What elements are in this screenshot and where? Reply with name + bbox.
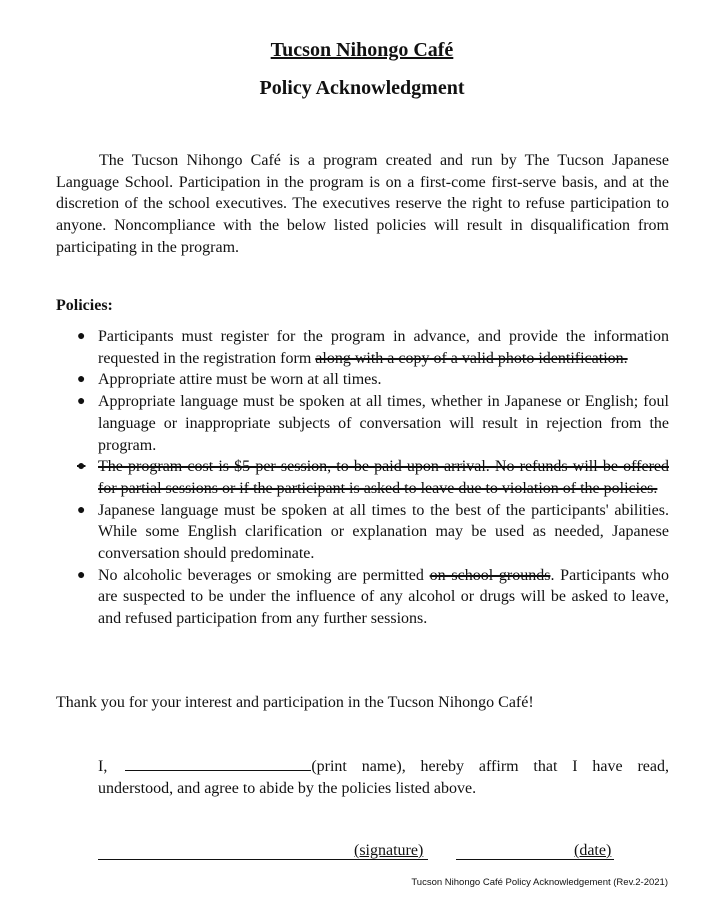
- policy-item: [77, 391, 669, 456]
- policy-text: Participants must register for the program in advance, and provide the information requested in the registration form: [98, 328, 669, 367]
- bullet-icon: ●: [77, 567, 86, 583]
- print-name-field[interactable]: [125, 756, 311, 771]
- policy-struck-text: along with a copy of a valid photo identification.: [315, 349, 628, 367]
- bullet-icon: ●: [77, 502, 86, 518]
- document-subtitle: Policy Acknowledgment: [259, 77, 465, 99]
- policies-heading: Policies:: [56, 297, 113, 314]
- date-label: (date): [574, 842, 612, 859]
- policy-text: Appropriate attire must be worn at all times.: [98, 371, 382, 389]
- affirmation-paragraph: [98, 756, 669, 799]
- intro-paragraph: The Tucson Nihongo Café is a program created and run by The Tucson Japanese Language School. Participation in the program is on a first-come first-serve basis, and at the discretion of the school executives. The executives reserve the right to refuse participation to anyone. Noncompliance with the below listed policies will result in disqualification from participating in the program.: [56, 152, 669, 256]
- signature-label: (signature): [354, 842, 424, 859]
- policy-item: [77, 369, 669, 391]
- policy-text: Japanese language must be spoken at all times to the best of the participants' abilities. While some English clarification or explanation may be used as needed, Japanese conversation should predominate.: [98, 501, 669, 563]
- bullet-icon: ●: [77, 459, 86, 475]
- bullet-icon: ●: [77, 329, 86, 344]
- policy-text-after: . Participants who are suspected to be under the influence of any alcohol or drugs will be asked to leave, and refused participation from any further sessions.: [98, 566, 670, 628]
- bullet-icon: ●: [77, 372, 86, 388]
- policy-item: [77, 565, 670, 630]
- policy-item: [77, 500, 669, 565]
- policy-item: [77, 326, 669, 369]
- thank-you-text: Thank you for your interest and participation in the Tucson Nihongo Café!: [56, 694, 534, 711]
- bullet-icon: ●: [77, 394, 86, 410]
- policy-text: Appropriate language must be spoken at all times, whether in Japanese or English; foul language or inappropriate subjects of conversation will result in rejection from the program.: [98, 393, 669, 454]
- affirmation-suffix: (print name), hereby affirm that I have read, understood, and agree to abide by the policies listed above.: [98, 758, 669, 797]
- policy-struck-text: The program cost is $5 per session, to be paid upon arrival. No refunds will be offered for partial sessions or if the participant is asked to leave due to violation of the policies.: [98, 458, 669, 497]
- signature-row: [98, 841, 618, 863]
- policy-item: [77, 456, 669, 499]
- footer-revision: Tucson Nihongo Café Policy Acknowledgement (Rev.2-2021): [411, 877, 668, 888]
- document-title: Tucson Nihongo Café: [270, 39, 454, 61]
- policy-text: No alcoholic beverages or smoking are permitted: [98, 566, 430, 584]
- policy-struck-text: on school grounds: [429, 566, 551, 584]
- policy-list: [77, 326, 670, 630]
- affirmation-prefix: I,: [98, 758, 108, 775]
